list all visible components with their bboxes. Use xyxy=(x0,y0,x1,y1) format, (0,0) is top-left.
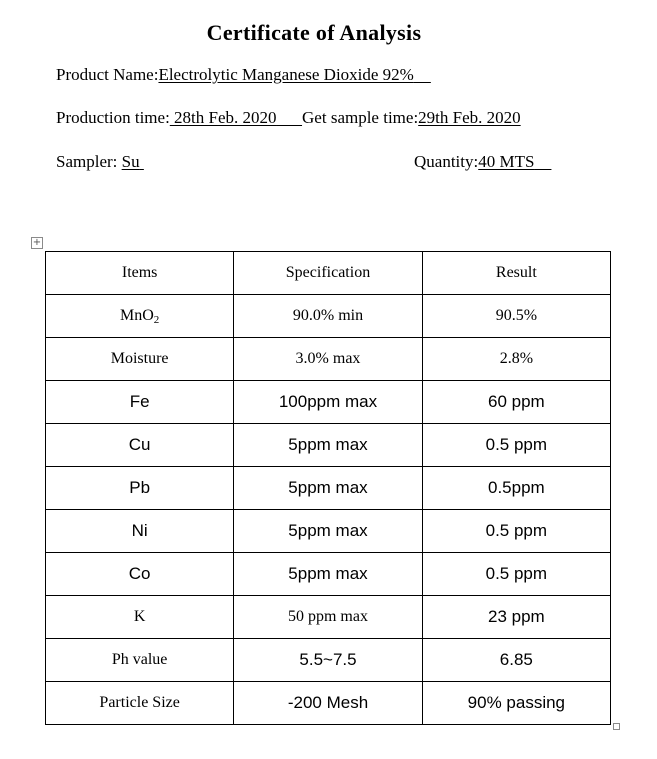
production-time-value: 28th Feb. 2020 xyxy=(169,108,277,127)
result-cell: 0.5 ppm xyxy=(422,510,610,553)
item-cell: Ni xyxy=(46,510,234,553)
result-cell: 2.8% xyxy=(422,338,610,381)
header-items: Items xyxy=(46,252,234,295)
header-result: Result xyxy=(422,252,610,295)
result-cell: 23 ppm xyxy=(422,596,610,639)
sample-time-value: 29th Feb. 2020 xyxy=(418,108,521,127)
result-cell: 0.5 ppm xyxy=(422,553,610,596)
item-cell: Particle Size xyxy=(46,682,234,725)
product-name-value: Electrolytic Manganese Dioxide 92% xyxy=(158,65,414,84)
sampler-label: Sampler: xyxy=(56,152,122,171)
spec-cell: 5ppm max xyxy=(234,467,422,510)
result-cell: 90% passing xyxy=(422,682,610,725)
spec-cell: 5.5~7.5 xyxy=(234,639,422,682)
header-specification: Specification xyxy=(234,252,422,295)
table-row xyxy=(46,596,611,639)
result-cell: 6.85 xyxy=(422,639,610,682)
table-header-row xyxy=(46,252,611,295)
spec-cell: -200 Mesh xyxy=(234,682,422,725)
item-cell: Cu xyxy=(46,424,234,467)
quantity-value: 40 MTS xyxy=(478,152,535,171)
spec-cell: 90.0% min xyxy=(234,295,422,338)
item-cell: Moisture xyxy=(46,338,234,381)
table-row xyxy=(46,381,611,424)
spec-cell: 5ppm max xyxy=(234,510,422,553)
item-cell: Pb xyxy=(46,467,234,510)
document-title: Certificate of Analysis xyxy=(206,20,422,45)
table-resize-handle[interactable] xyxy=(613,723,620,730)
item-cell: Ph value xyxy=(46,639,234,682)
quantity-line xyxy=(414,152,551,172)
quantity-label: Quantity: xyxy=(414,152,479,171)
table-row xyxy=(46,682,611,725)
sampler-value: Su xyxy=(121,152,140,171)
table-row xyxy=(46,295,611,338)
item-cell: K xyxy=(46,596,234,639)
spec-cell: 100ppm max xyxy=(234,381,422,424)
spec-cell: 5ppm max xyxy=(234,553,422,596)
table-row xyxy=(46,338,611,381)
result-cell: 0.5ppm xyxy=(422,467,610,510)
table-row xyxy=(46,510,611,553)
result-cell: 90.5% xyxy=(422,295,610,338)
spec-cell: 5ppm max xyxy=(234,424,422,467)
table-row xyxy=(46,639,611,682)
item-cell: MnO$_2$ xyxy=(46,295,234,338)
product-name-line xyxy=(56,65,431,85)
spec-cell: 50 ppm max xyxy=(234,596,422,639)
product-name-label: Product Name: xyxy=(56,65,159,84)
spec-cell: 3.0% max xyxy=(234,338,422,381)
item-cell: Fe xyxy=(46,381,234,424)
table-row xyxy=(46,467,611,510)
production-time-label: Production time: xyxy=(56,108,170,127)
sampler-line xyxy=(56,152,144,172)
production-time-line xyxy=(56,108,521,128)
sample-time-label: Get sample time: xyxy=(302,108,419,127)
result-cell: 60 ppm xyxy=(422,381,610,424)
analysis-table xyxy=(45,251,611,725)
table-row xyxy=(46,424,611,467)
table-move-handle-icon[interactable]: + xyxy=(32,237,42,248)
item-cell: Co xyxy=(46,553,234,596)
result-cell: 0.5 ppm xyxy=(422,424,610,467)
table-row xyxy=(46,553,611,596)
